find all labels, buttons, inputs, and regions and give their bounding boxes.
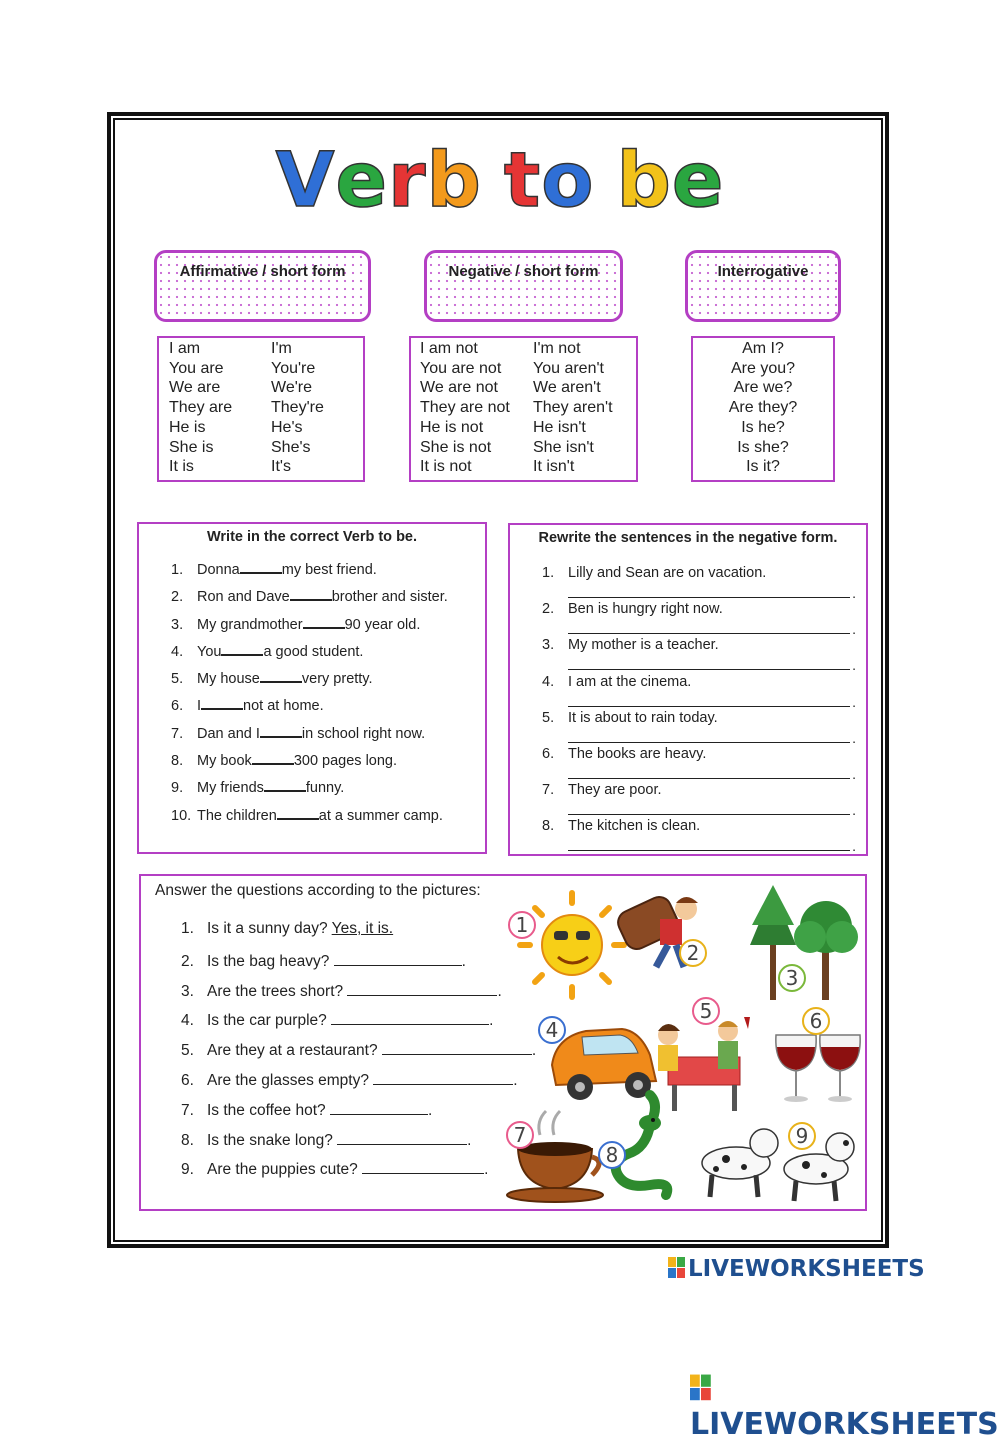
question-text: Is the car purple? [207,1012,332,1030]
answer-blank[interactable] [252,751,294,765]
answer-blank[interactable] [240,560,282,574]
interrogative-header: Interrogative [685,250,841,322]
line-period: . [852,729,856,746]
sentence-start: My grandmother [197,616,303,633]
question-period: . [484,1161,489,1179]
picture-number: 5 [699,999,713,1023]
rewrite-item [542,674,691,690]
exercise-2-title: Rewrite the sentences in the negative form. [538,530,838,546]
item-number: 5. [542,709,555,726]
example-answer: Yes, it is. [331,920,394,937]
picture-number: 4 [545,1018,559,1042]
negative-long-form: She is not [420,438,492,456]
rewrite-item [542,565,766,581]
affirmative-short-form: You're [271,359,316,377]
question-period: . [497,982,502,1000]
sentence-end: not at home. [243,698,324,715]
item-number: 2. [181,952,194,970]
picture-number: 7 [513,1123,527,1147]
sentence-text: Lilly and Sean are on vacation. [568,565,767,581]
item-number: 3. [171,616,184,633]
affirmative-long-form: She is [169,438,214,456]
answer-line[interactable] [568,633,850,634]
question-period: . [467,1131,472,1149]
item-number: 3. [542,637,555,654]
negative-header: Negative / short form [424,250,623,322]
exercise-negative-box [508,523,868,856]
sentence-start: I [197,698,202,715]
rewrite-item [542,818,700,834]
sentence-end: a good student. [263,643,364,660]
affirmative-long-form: It is [169,458,194,476]
item-number: 6. [171,698,184,715]
brand-logo-mid: LIVEWORKSHEETS [668,1256,925,1282]
question-text: Is the coffee hot? [207,1101,330,1119]
answer-line[interactable] [362,1158,484,1174]
answer-line[interactable] [337,1129,467,1145]
negative-short-form: It isn't [533,458,575,476]
item-number: 7. [181,1101,194,1119]
negative-long-form: It is not [420,458,472,476]
sentence-end: 90 year old. [344,616,421,633]
item-number: 9. [171,780,184,797]
fill-in-item [171,696,448,723]
picture-number: 6 [809,1009,823,1033]
answer-blank[interactable] [260,669,302,683]
picture-number: 3 [785,966,799,990]
line-period: . [852,766,856,782]
item-number: 2. [171,589,184,606]
line-period: . [852,693,856,710]
picture-question [181,1069,518,1090]
negative-long-form: I am not [420,340,478,357]
fill-in-item [171,560,448,587]
title-letter: t [503,135,542,224]
sentence-start: You [197,643,222,660]
picture-number: 8 [605,1143,619,1167]
sentence-start: My friends [197,780,264,797]
answer-line[interactable] [330,1099,428,1115]
negative-short-form: You aren't [533,359,604,377]
affirmative-short-form: He's [271,418,303,436]
question-text: Are they at a restaurant? [207,1042,382,1060]
sentence-end: very pretty. [301,671,373,688]
sentence-text: My mother is a teacher. [568,637,719,654]
sentence-start: Ron and Dave [197,589,290,606]
picture-number: 9 [795,1124,809,1148]
answer-blank[interactable] [290,587,332,601]
question-text: Is it a sunny day? [207,920,332,937]
picture-question [181,980,502,1001]
answer-line[interactable] [373,1069,513,1085]
snake-icon [616,1095,668,1195]
wine-glasses-icon [776,1035,860,1102]
affirmative-header: Affirmative / short form [154,250,371,322]
title-letter: b [426,135,482,224]
affirmative-short-form: We're [271,379,312,397]
answer-blank[interactable] [277,806,319,820]
fill-in-item [171,669,448,696]
affirmative-long-form: He is [169,418,206,436]
answer-line[interactable] [568,597,850,598]
title-letter [594,135,616,224]
fill-in-item [171,587,448,614]
exercise-1-title: Write in the correct Verb to be. [206,529,418,545]
fill-in-item [171,615,448,642]
rewrite-item [542,782,662,798]
sentence-text: They are poor. [568,782,662,799]
line-period: . [852,585,856,601]
item-number: 7. [542,782,555,799]
rewrite-item [542,637,719,653]
picture-question [181,1129,471,1150]
interrogative-form: Are you? [730,359,796,377]
answer-line[interactable] [331,1009,489,1025]
sentence-start: The children [197,807,277,824]
fill-in-item [171,724,448,751]
affirmative-long-form: They are [169,399,233,417]
affirmative-long-form: We are [169,379,221,397]
title-letter: b [616,135,672,224]
question-period: . [513,1072,518,1089]
line-period: . [852,802,856,819]
question-text: Is the bag heavy? [207,952,334,970]
page-title [0,135,1000,224]
item-number: 5. [181,1042,194,1060]
picture-question [181,1039,536,1060]
negative-short-form: He isn't [533,418,586,436]
interrogative-form: Are we? [733,379,793,397]
liveworksheets-logo-icon [690,1374,712,1402]
answer-line[interactable] [568,778,850,779]
fill-in-item [171,806,448,833]
item-number: 8. [171,753,184,770]
question-period: . [489,1012,494,1030]
item-number: 1. [171,562,184,578]
picture-question [181,950,466,971]
brand-logo-bottom: LIVEWORKSHEETS [690,1372,1000,1442]
negative-long-form: They are not [420,399,510,417]
answer-line[interactable] [347,980,497,996]
question-period: . [531,1042,537,1060]
sentence-text: The books are heavy. [568,746,707,762]
answer-line[interactable] [568,669,850,670]
negative-short-form: She isn't [533,438,594,456]
answer-line[interactable] [568,850,850,851]
pictures-panel [500,885,880,1210]
item-number: 10. [171,807,192,824]
sentence-end: 300 pages long. [293,753,398,770]
item-number: 6. [542,746,555,762]
answer-blank[interactable] [221,642,263,656]
interrogative-form: Is it? [746,458,780,476]
interrogative-table [691,336,835,482]
item-number: 2. [542,601,555,618]
sentence-text: The kitchen is clean. [568,818,701,835]
negative-long-form: He is not [420,418,484,436]
sentence-text: Ben is hungry right now. [568,601,723,618]
interrogative-form: Are they? [728,399,798,417]
affirmative-short-form: They're [271,399,324,417]
affirmative-long-form: You are [169,359,224,377]
question-period: . [461,952,466,970]
puppies-icon [702,1129,854,1201]
rewrite-item [542,710,718,726]
interrogative-form: Am I? [742,340,784,357]
item-number: 9. [181,1161,194,1179]
orange-car-icon [552,1029,656,1100]
item-number: 7. [171,725,184,742]
sentence-end: my best friend. [281,562,377,578]
item-number: 1. [181,920,194,937]
item-number: 3. [181,982,194,1000]
interrogative-form: Is he? [741,418,785,436]
fill-in-item [171,642,448,669]
picture-question [181,920,393,938]
sentence-start: Dan and I [197,725,260,742]
negative-short-form: They aren't [533,399,613,417]
negative-table [409,336,638,482]
picture-number: 1 [515,913,529,937]
sentence-end: brother and sister. [331,589,448,606]
answer-blank[interactable] [201,696,243,710]
answer-blank[interactable] [303,615,345,629]
item-number: 1. [542,565,555,581]
line-period: . [852,657,856,674]
negative-long-form: We are not [420,379,498,397]
affirmative-long-form: I am [169,340,201,357]
answer-line[interactable] [334,950,462,966]
item-number: 8. [181,1131,194,1149]
answer-blank[interactable] [260,724,302,738]
rewrite-item [542,746,706,762]
item-number: 4. [181,1012,194,1030]
exercise-fill-in-box [137,522,487,854]
item-number: 4. [171,643,184,660]
title-letter: o [541,135,595,224]
sun-icon [520,893,624,997]
title-letter: e [671,135,725,224]
affirmative-table [157,336,365,482]
answer-line[interactable] [568,814,850,815]
negative-long-form: You are not [420,359,502,377]
line-period: . [852,838,856,855]
affirmative-short-form: It's [271,458,291,476]
fill-in-item [171,751,448,778]
exercise-3-heading: Answer the questions according to the pictures: [155,882,481,899]
sentence-text: I am at the cinema. [568,673,692,690]
negative-short-form: We aren't [533,379,601,397]
answer-blank[interactable] [264,778,306,792]
title-letter [482,135,504,224]
question-text: Are the trees short? [207,982,348,1000]
sentence-start: My house [197,671,260,688]
sentence-text: It is about to rain today. [568,709,718,726]
affirmative-short-form: I'm [271,340,292,357]
picture-question [181,1009,493,1030]
sentence-start: My book [197,753,252,770]
liveworksheets-logo-icon [668,1257,686,1279]
item-number: 6. [181,1072,194,1089]
picture-number: 2 [686,941,700,965]
question-text: Are the glasses empty? [207,1072,374,1089]
item-number: 4. [542,673,555,690]
affirmative-short-form: She's [271,438,311,456]
item-number: 5. [171,671,184,688]
negative-short-form: I'm not [533,340,581,357]
answer-line[interactable] [568,742,850,743]
title-letter: V [275,135,336,224]
sentence-end: funny. [305,780,345,797]
question-text: Are the puppies cute? [207,1161,363,1179]
question-text: Is the snake long? [207,1131,338,1149]
interrogative-form: Is she? [737,438,789,456]
title-letter: e [335,135,388,224]
sentence-end: at a summer camp. [318,807,443,824]
picture-question [181,1099,432,1120]
rewrite-item [542,601,723,617]
sentence-start: Donna [197,562,240,578]
picture-question [181,1158,488,1179]
sentence-end: in school right now. [301,725,426,742]
restaurant-couple-icon [658,1017,750,1111]
answer-line[interactable] [568,706,850,707]
item-number: 8. [542,818,555,835]
line-period: . [852,621,856,638]
question-period: . [427,1101,433,1119]
fill-in-item [171,778,448,805]
title-letter: r [387,135,427,224]
